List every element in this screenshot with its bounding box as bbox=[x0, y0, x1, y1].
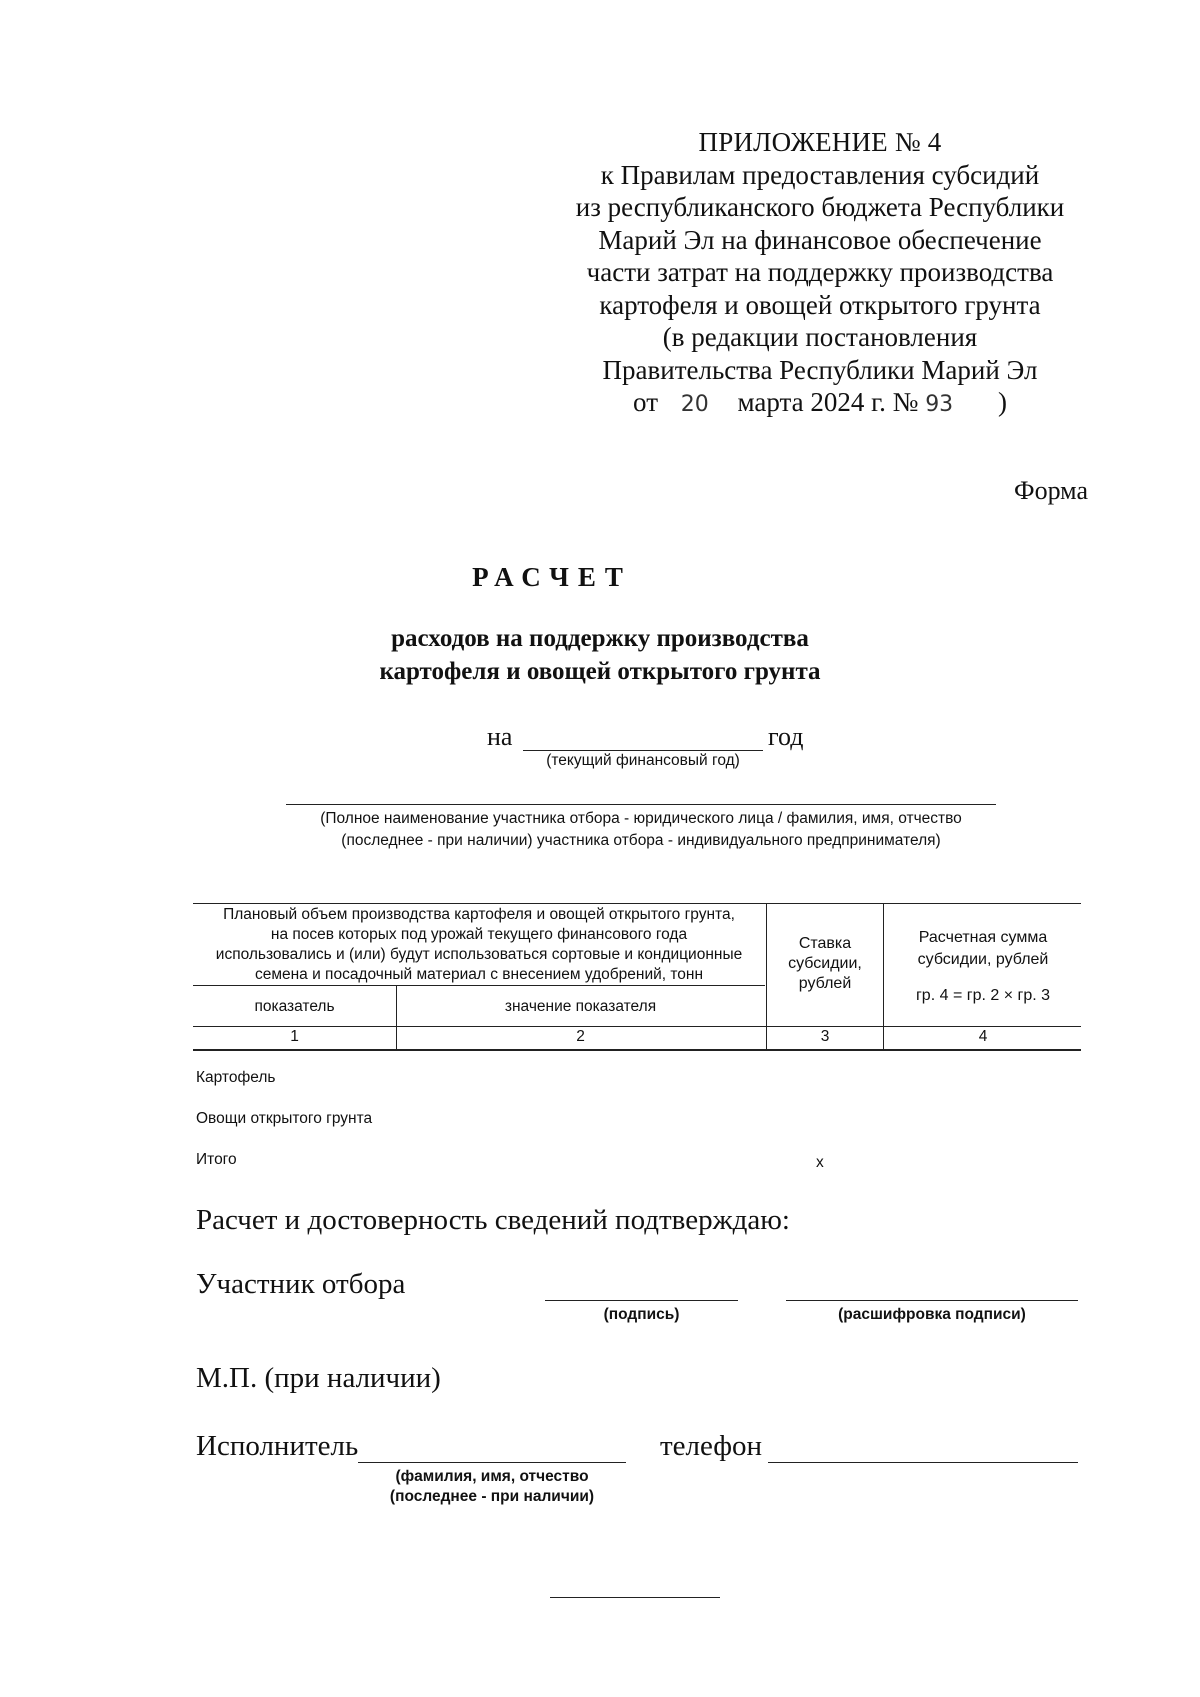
number-row-bottom-border bbox=[193, 1049, 1081, 1051]
date-suffix: ) bbox=[997, 387, 1007, 417]
confirmation-statement: Расчет и достоверность сведений подтверждаю: bbox=[196, 1204, 790, 1236]
participant-name-field[interactable] bbox=[286, 804, 996, 805]
year-suffix: год bbox=[768, 722, 804, 751]
appendix-line: картофеля и овощей открытого грунта bbox=[599, 289, 1041, 320]
executor-label: Исполнитель bbox=[196, 1430, 359, 1462]
phone-label: телефон bbox=[660, 1430, 763, 1462]
appendix-date-line bbox=[540, 386, 1100, 422]
appendix-line: части затрат на поддержку производства bbox=[586, 257, 1054, 287]
header-amount bbox=[885, 927, 1081, 1007]
col-number-4: 4 bbox=[978, 1028, 988, 1045]
header-main bbox=[193, 905, 765, 985]
form-label: Форма bbox=[1014, 476, 1088, 505]
subheader-indicator: показатель bbox=[254, 998, 335, 1015]
header-main-line: Плановый объем производства картофеля и овощей открытого грунта, bbox=[223, 906, 735, 923]
appendix-line: Марий Эл на финансовое обеспечение bbox=[598, 224, 1042, 255]
signature-hint: (подпись) bbox=[603, 1306, 680, 1323]
date-day: 20 bbox=[680, 392, 709, 417]
row-label-potato: Картофель bbox=[196, 1069, 276, 1086]
appendix-line: из республиканского бюджета Республики bbox=[575, 192, 1065, 222]
phone-field[interactable] bbox=[768, 1462, 1078, 1463]
header-main-line: семена и посадочный материал с внесением удобрений, тонн bbox=[254, 966, 704, 983]
table-col-divider bbox=[396, 985, 397, 1049]
participant-hint-line: (Полное наименование участника отбора - юридического лица / фамилия, имя, отчество bbox=[320, 810, 962, 827]
year-hint: (текущий финансовый год) bbox=[546, 752, 740, 769]
header-rate-line: рублей bbox=[798, 975, 852, 992]
header-rate-line: Ставка bbox=[798, 935, 852, 952]
document-subtitle bbox=[0, 622, 1200, 688]
appendix-header bbox=[540, 126, 1100, 422]
appendix-line: к Правилам предоставления субсидий bbox=[600, 159, 1040, 190]
total-rate-mark: x bbox=[816, 1154, 824, 1171]
signature-decode-hint: (расшифровка подписи) bbox=[838, 1306, 1026, 1323]
date-month-year: марта 2024 г. № bbox=[737, 387, 919, 417]
signature-decode-field[interactable] bbox=[786, 1300, 1078, 1301]
participant-hint-line: (последнее - при наличии) участника отбора - индивидуального предпринимателя) bbox=[341, 832, 941, 849]
appendix-line: Правительства Республики Марий Эл bbox=[602, 354, 1038, 385]
year-field[interactable] bbox=[523, 750, 763, 751]
header-divider bbox=[193, 985, 765, 986]
date-number: 93 bbox=[925, 392, 954, 417]
subtitle-line: картофеля и овощей открытого грунта bbox=[379, 658, 821, 685]
subheader-value: значение показателя bbox=[504, 998, 657, 1015]
col-number-3: 3 bbox=[820, 1028, 830, 1045]
col-number-1: 1 bbox=[290, 1028, 299, 1045]
document-title: РАСЧЕТ bbox=[472, 562, 632, 592]
executor-field[interactable] bbox=[358, 1462, 626, 1463]
table-col-divider bbox=[883, 903, 884, 1049]
executor-hint-line: (фамилия, имя, отчество bbox=[395, 1468, 589, 1485]
table-top-border bbox=[193, 903, 1081, 904]
participant-hint bbox=[236, 808, 1046, 852]
header-main-line: использовались и (или) будут использоваться сортовые и кондиционные bbox=[215, 946, 743, 963]
header-rate-line: субсидии, bbox=[788, 955, 862, 972]
col-number-2: 2 bbox=[576, 1028, 585, 1045]
signature-field[interactable] bbox=[545, 1300, 738, 1301]
year-prefix: на bbox=[487, 722, 513, 751]
appendix-line: (в редакции постановления bbox=[662, 322, 978, 352]
row-label-total: Итого bbox=[196, 1151, 237, 1168]
subtitle-line: расходов на поддержку производства bbox=[391, 625, 809, 652]
executor-hint bbox=[358, 1467, 626, 1507]
closing-divider bbox=[550, 1597, 720, 1598]
stamp-label: М.П. (при наличии) bbox=[196, 1362, 441, 1394]
executor-hint-line: (последнее - при наличии) bbox=[389, 1488, 595, 1505]
appendix-title: ПРИЛОЖЕНИЕ № 4 bbox=[698, 127, 942, 157]
header-rate bbox=[767, 934, 883, 994]
row-label-vegetables: Овощи открытого грунта bbox=[196, 1110, 373, 1127]
header-amount-line: субсидии, рублей bbox=[917, 951, 1049, 968]
header-amount-formula: гр. 4 = гр. 2 × гр. 3 bbox=[915, 987, 1051, 1004]
table-col-divider bbox=[766, 903, 767, 1049]
header-amount-line: Расчетная сумма bbox=[918, 929, 1048, 946]
date-prefix: от bbox=[633, 387, 658, 417]
header-main-line: на посев которых под урожай текущего финансового года bbox=[270, 926, 688, 943]
participant-label: Участник отбора bbox=[196, 1268, 406, 1300]
